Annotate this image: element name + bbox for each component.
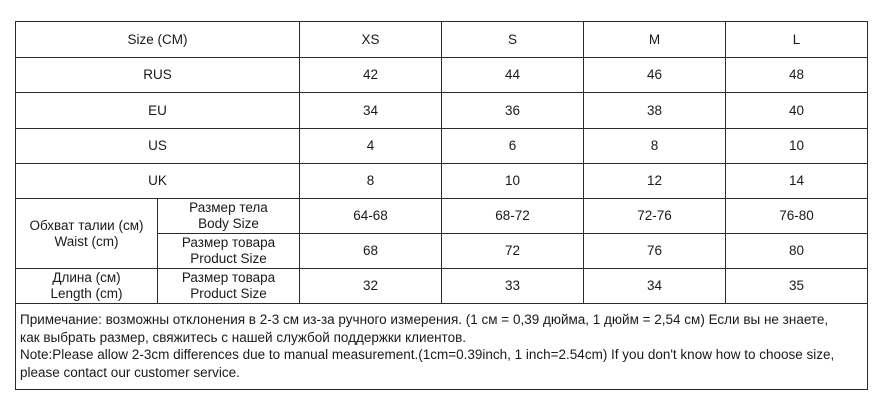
row-label-eu: EU	[16, 93, 300, 129]
header-size-m: M	[584, 22, 726, 58]
header-row	[16, 22, 868, 58]
cell-us-m: 8	[584, 129, 726, 164]
header-size-xs: XS	[300, 22, 442, 58]
cell-waist-body-xs: 64-68	[300, 199, 442, 234]
cell-waist-product-l: 80	[726, 234, 868, 269]
waist-body-label-ru: Размер тела	[189, 200, 268, 215]
note-ru-line-2: как выбрать размер, свяжитесь с нашей службой поддержки клиентов.	[20, 329, 467, 345]
row-label-us: US	[16, 129, 300, 164]
cell-eu-l: 40	[726, 93, 868, 129]
cell-uk-l: 14	[726, 164, 868, 199]
cell-uk-m: 12	[584, 164, 726, 199]
cell-eu-m: 38	[584, 93, 726, 129]
waist-product-label-ru: Размер товара	[181, 235, 276, 250]
note-ru-line-1: Примечание: возможны отклонения в 2-3 см из-за ручного измерения. (1 см = 0,39 дюйма, 1 дюйм = 2,54 см) Если вы не знаете,	[20, 312, 829, 327]
cell-us-l: 10	[726, 129, 868, 164]
length-label-en: Length (cm)	[50, 286, 123, 301]
cell-length-l: 35	[726, 269, 868, 304]
waist-label	[16, 199, 158, 269]
row-uk	[16, 164, 868, 199]
cell-us-s: 6	[442, 129, 584, 164]
waist-product-label-en: Product Size	[190, 251, 267, 266]
cell-uk-xs: 8	[300, 164, 442, 199]
cell-waist-body-l: 76-80	[726, 199, 868, 234]
header-size-s: S	[442, 22, 584, 58]
row-label-uk: UK	[16, 164, 300, 199]
cell-rus-m: 46	[584, 58, 726, 93]
waist-product-label	[158, 234, 300, 269]
cell-length-xs: 32	[300, 269, 442, 304]
length-label-ru: Длина (см)	[52, 270, 121, 285]
cell-uk-s: 10	[442, 164, 584, 199]
row-note	[16, 304, 868, 390]
row-waist-body	[16, 199, 868, 234]
cell-length-m: 34	[584, 269, 726, 304]
cell-waist-body-s: 68-72	[442, 199, 584, 234]
length-product-label-ru: Размер товара	[181, 270, 276, 285]
cell-waist-body-m: 72-76	[584, 199, 726, 234]
size-chart-table	[15, 21, 868, 390]
length-product-label	[158, 269, 300, 304]
cell-rus-xs: 42	[300, 58, 442, 93]
measurement-note	[16, 304, 868, 390]
waist-label-ru: Обхват талии (см)	[29, 217, 144, 233]
length-product-label-en: Product Size	[190, 286, 267, 301]
row-rus	[16, 58, 868, 93]
header-size-l: L	[726, 22, 868, 58]
note-en-line-1: Note:Please allow 2-3cm differences due to manual measurement.(1cm=0.39inch, 1 inch=2.54cm) If you don't know how to choose size,	[20, 347, 835, 362]
header-size-label: Size (CM)	[16, 22, 300, 58]
waist-body-label-en: Body Size	[198, 216, 259, 231]
cell-eu-s: 36	[442, 93, 584, 129]
cell-length-s: 33	[442, 269, 584, 304]
cell-waist-product-xs: 68	[300, 234, 442, 269]
cell-rus-s: 44	[442, 58, 584, 93]
cell-eu-xs: 34	[300, 93, 442, 129]
row-length	[16, 269, 868, 304]
note-en-line-2: please contact our customer service.	[20, 364, 240, 380]
cell-rus-l: 48	[726, 58, 868, 93]
waist-body-label	[158, 199, 300, 234]
row-eu	[16, 93, 868, 129]
cell-waist-product-m: 76	[584, 234, 726, 269]
cell-us-xs: 4	[300, 129, 442, 164]
length-label	[16, 269, 158, 304]
waist-label-en: Waist (cm)	[54, 233, 119, 249]
cell-waist-product-s: 72	[442, 234, 584, 269]
row-us	[16, 129, 868, 164]
row-label-rus: RUS	[16, 58, 300, 93]
